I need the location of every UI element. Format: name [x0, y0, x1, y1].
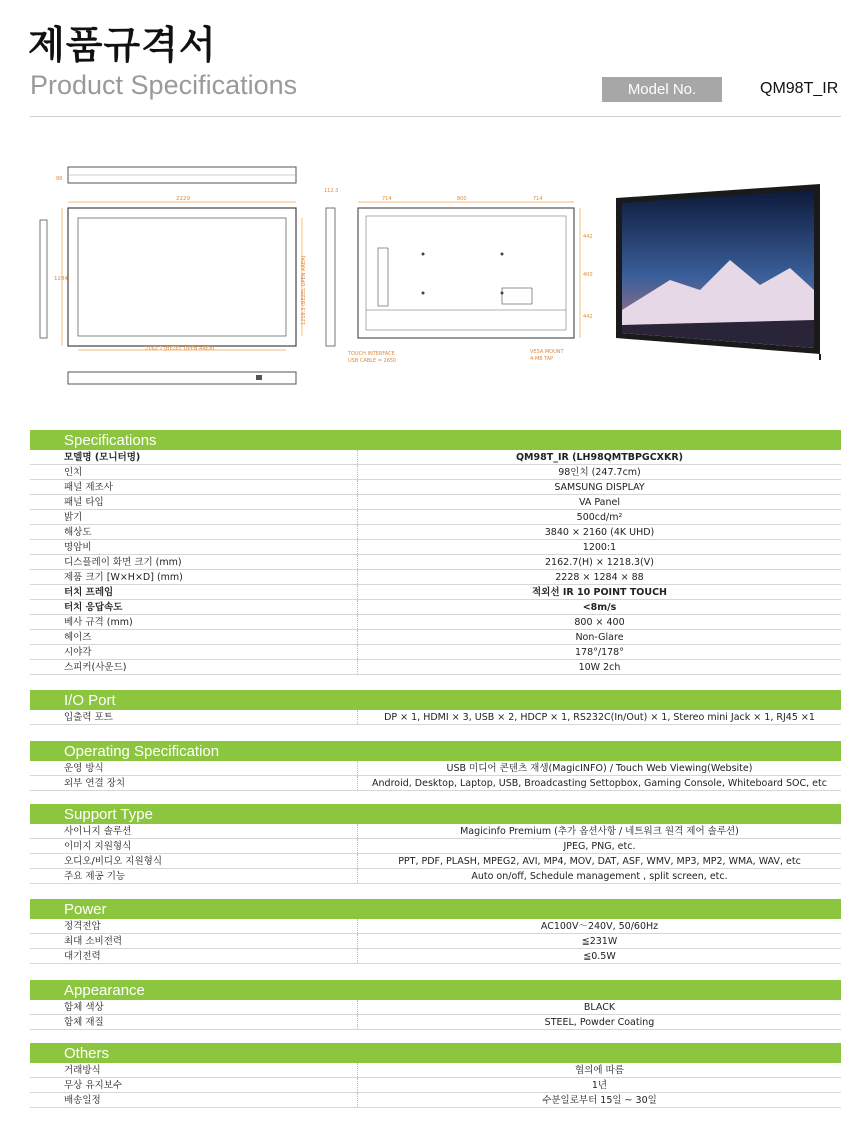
spec-label: 디스플레이 화면 크기 (mm) — [64, 557, 182, 568]
section-power — [30, 899, 841, 964]
product-photo — [616, 184, 820, 360]
spec-value: Auto on/off, Schedule management , split screen, etc. — [357, 869, 841, 883]
spec-label: 이미지 지원형식 — [64, 841, 132, 852]
dim-width: 2229 — [176, 196, 190, 202]
spec-row — [30, 1078, 841, 1093]
spec-row — [30, 495, 841, 510]
spec-label: 터치 프레임 — [64, 587, 114, 598]
spec-label: 주요 제공 기능 — [64, 871, 126, 882]
spec-label: 터치 응답속도 — [64, 602, 123, 613]
spec-label: 스피커(사운드) — [64, 662, 127, 673]
section-header: Support Type — [30, 804, 841, 824]
spec-value: AC100V～240V, 50/60Hz — [357, 919, 841, 933]
spec-row — [30, 615, 841, 630]
spec-label: 제품 크기 [W×H×D] (mm) — [64, 572, 183, 583]
spec-label: 외부 연결 장치 — [64, 778, 126, 789]
spec-row — [30, 540, 841, 555]
page-title-en: Product Specifications — [30, 70, 298, 100]
spec-value: 10W 2ch — [357, 660, 841, 674]
section-i-o-port — [30, 690, 841, 725]
spec-label: 대기전력 — [64, 951, 101, 962]
spec-row — [30, 1093, 841, 1108]
spec-label: 정격전압 — [64, 921, 101, 932]
spec-row — [30, 919, 841, 934]
spec-row — [30, 510, 841, 525]
spec-row — [30, 570, 841, 585]
spec-label: 배송일정 — [64, 1095, 101, 1106]
section-header: I/O Port — [30, 690, 841, 710]
model-value: QM98T_IR — [760, 80, 839, 97]
technical-drawings — [30, 150, 841, 400]
spec-row — [30, 776, 841, 791]
spec-row — [30, 710, 841, 725]
spec-value: 500cd/m² — [357, 510, 841, 524]
dim-rear-left: 714 — [382, 196, 392, 202]
spec-row — [30, 1063, 841, 1078]
section-header: Specifications — [30, 430, 841, 450]
front-open-area — [78, 218, 286, 336]
spec-row — [30, 1015, 841, 1030]
section-specifications — [30, 430, 841, 675]
spec-row — [30, 465, 841, 480]
spec-label: 해상도 — [64, 527, 92, 538]
spec-row — [30, 660, 841, 675]
left-side-profile — [40, 220, 47, 338]
spec-value: 협의에 따름 — [357, 1063, 841, 1077]
dim-rear-mid-right: 400 — [583, 272, 593, 278]
section-header: Power — [30, 899, 841, 919]
spec-label: 최대 소비전력 — [64, 936, 123, 947]
section-others — [30, 1043, 841, 1108]
spec-label: 입출력 포트 — [64, 712, 113, 723]
touch-note-2: USB CABLE = 2650 — [348, 358, 397, 364]
spec-value: <8m/s — [357, 600, 841, 614]
spec-row — [30, 450, 841, 465]
spec-label: 오디오/비디오 지원형식 — [64, 856, 162, 867]
spec-value: Magicinfo Premium (추가 옵션사항 / 네트워크 원격 제어 솔루션) — [357, 824, 841, 838]
section-header: Others — [30, 1043, 841, 1063]
vesa-note-1: VESA MOUNT — [530, 349, 564, 355]
spec-value: 1200:1 — [357, 540, 841, 554]
spec-value: ≦0.5W — [357, 949, 841, 963]
right-side-profile — [326, 208, 335, 346]
spec-row — [30, 600, 841, 615]
model-label: Model No. — [602, 77, 722, 102]
dim-depth-side: 112.3 — [324, 188, 339, 194]
spec-row — [30, 1000, 841, 1015]
section-appearance — [30, 980, 841, 1030]
spec-label: 밝기 — [64, 512, 83, 523]
spec-value: 98인치 (247.7cm) — [357, 465, 841, 479]
spec-value: 적외선 IR 10 POINT TOUCH — [357, 585, 841, 599]
spec-row — [30, 934, 841, 949]
spec-value: 2162.7(H) × 1218.3(V) — [357, 555, 841, 569]
spec-value: 1년 — [357, 1078, 841, 1092]
spec-value: Android, Desktop, Laptop, USB, Broadcasting Settopbox, Gaming Console, Whiteboard SOC, etc — [357, 776, 841, 790]
spec-value: BLACK — [357, 1000, 841, 1014]
spec-row — [30, 645, 841, 660]
dim-open-width: 2162.7 (BEZEL OPEN AREA) — [145, 346, 215, 352]
spec-value: SAMSUNG DISPLAY — [357, 480, 841, 494]
spec-row — [30, 555, 841, 570]
spec-value: 178°/178° — [357, 645, 841, 659]
spec-value: ≦231W — [357, 934, 841, 948]
dim-height: 1284 — [54, 276, 68, 282]
spec-label: 시야각 — [64, 647, 92, 658]
spec-value: JPEG, PNG, etc. — [357, 839, 841, 853]
spec-row — [30, 824, 841, 839]
spec-label: 무상 유지보수 — [64, 1080, 123, 1091]
dim-rear-top-right: 442 — [583, 234, 593, 240]
front-bezel — [68, 208, 296, 346]
spec-label: 인치 — [64, 467, 83, 478]
spec-label: 함체 재질 — [64, 1017, 104, 1028]
header-divider — [30, 116, 841, 117]
spec-value: USB 미디어 콘텐츠 재생(MagicINFO) / Touch Web Viewing(Website) — [357, 761, 841, 775]
dim-rear-bottom-right: 442 — [583, 314, 593, 320]
dim-rear-mid: 800 — [457, 196, 467, 202]
spec-value: VA Panel — [357, 495, 841, 509]
spec-value: 2228 × 1284 × 88 — [357, 570, 841, 584]
page-title-ko: 제품규격서 — [28, 23, 217, 67]
dim-rear-right: 714 — [533, 196, 543, 202]
spec-label: 운영 방식 — [64, 763, 104, 774]
spec-value: PPT, PDF, PLASH, MPEG2, AVI, MP4, MOV, DAT, ASF, WMV, MP3, MP2, WMA, WAV, etc — [357, 854, 841, 868]
spec-value: STEEL, Powder Coating — [357, 1015, 841, 1029]
spec-label: 명암비 — [64, 542, 92, 553]
spec-value: 수분일로부터 15일 ~ 30일 — [357, 1093, 841, 1107]
section-operating-specification — [30, 741, 841, 791]
spec-label: 패널 타입 — [64, 497, 104, 508]
spec-row — [30, 585, 841, 600]
spec-row — [30, 949, 841, 964]
spec-row — [30, 854, 841, 869]
spec-label: 사이니지 솔루션 — [64, 826, 132, 837]
spec-row — [30, 839, 841, 854]
drawing-svg — [30, 150, 841, 400]
spec-label: 모델명 (모니터명) — [64, 452, 141, 463]
spec-value: 800 × 400 — [357, 615, 841, 629]
spec-label: 패널 제조사 — [64, 482, 113, 493]
spec-value: DP × 1, HDMI × 3, USB × 2, HDCP × 1, RS232C(In/Out) × 1, Stereo mini Jack × 1, RJ45 ×1 — [357, 710, 841, 724]
rear-view — [358, 208, 574, 338]
spec-row — [30, 480, 841, 495]
section-support-type — [30, 804, 841, 884]
spec-row — [30, 761, 841, 776]
spec-value: QM98T_IR (LH98QMTBPGCXKR) — [357, 450, 841, 464]
dim-open-height: 1218.3 (BEZEL OPEN AREA) — [301, 255, 307, 325]
spec-label: 베사 규격 (mm) — [64, 617, 133, 628]
spec-label: 거래방식 — [64, 1065, 101, 1076]
section-header: Appearance — [30, 980, 841, 1000]
vesa-note-2: 4-M8 TAP — [530, 356, 554, 362]
spec-row — [30, 525, 841, 540]
touch-note-1: TOUCH INTERFACE — [348, 351, 395, 357]
spec-label: 헤이즈 — [64, 632, 92, 643]
spec-value: 3840 × 2160 (4K UHD) — [357, 525, 841, 539]
spec-value: Non-Glare — [357, 630, 841, 644]
spec-label: 함체 색상 — [64, 1002, 104, 1013]
spec-row — [30, 869, 841, 884]
dim-depth-top: 88 — [56, 176, 63, 182]
spec-row — [30, 630, 841, 645]
section-header: Operating Specification — [30, 741, 841, 761]
